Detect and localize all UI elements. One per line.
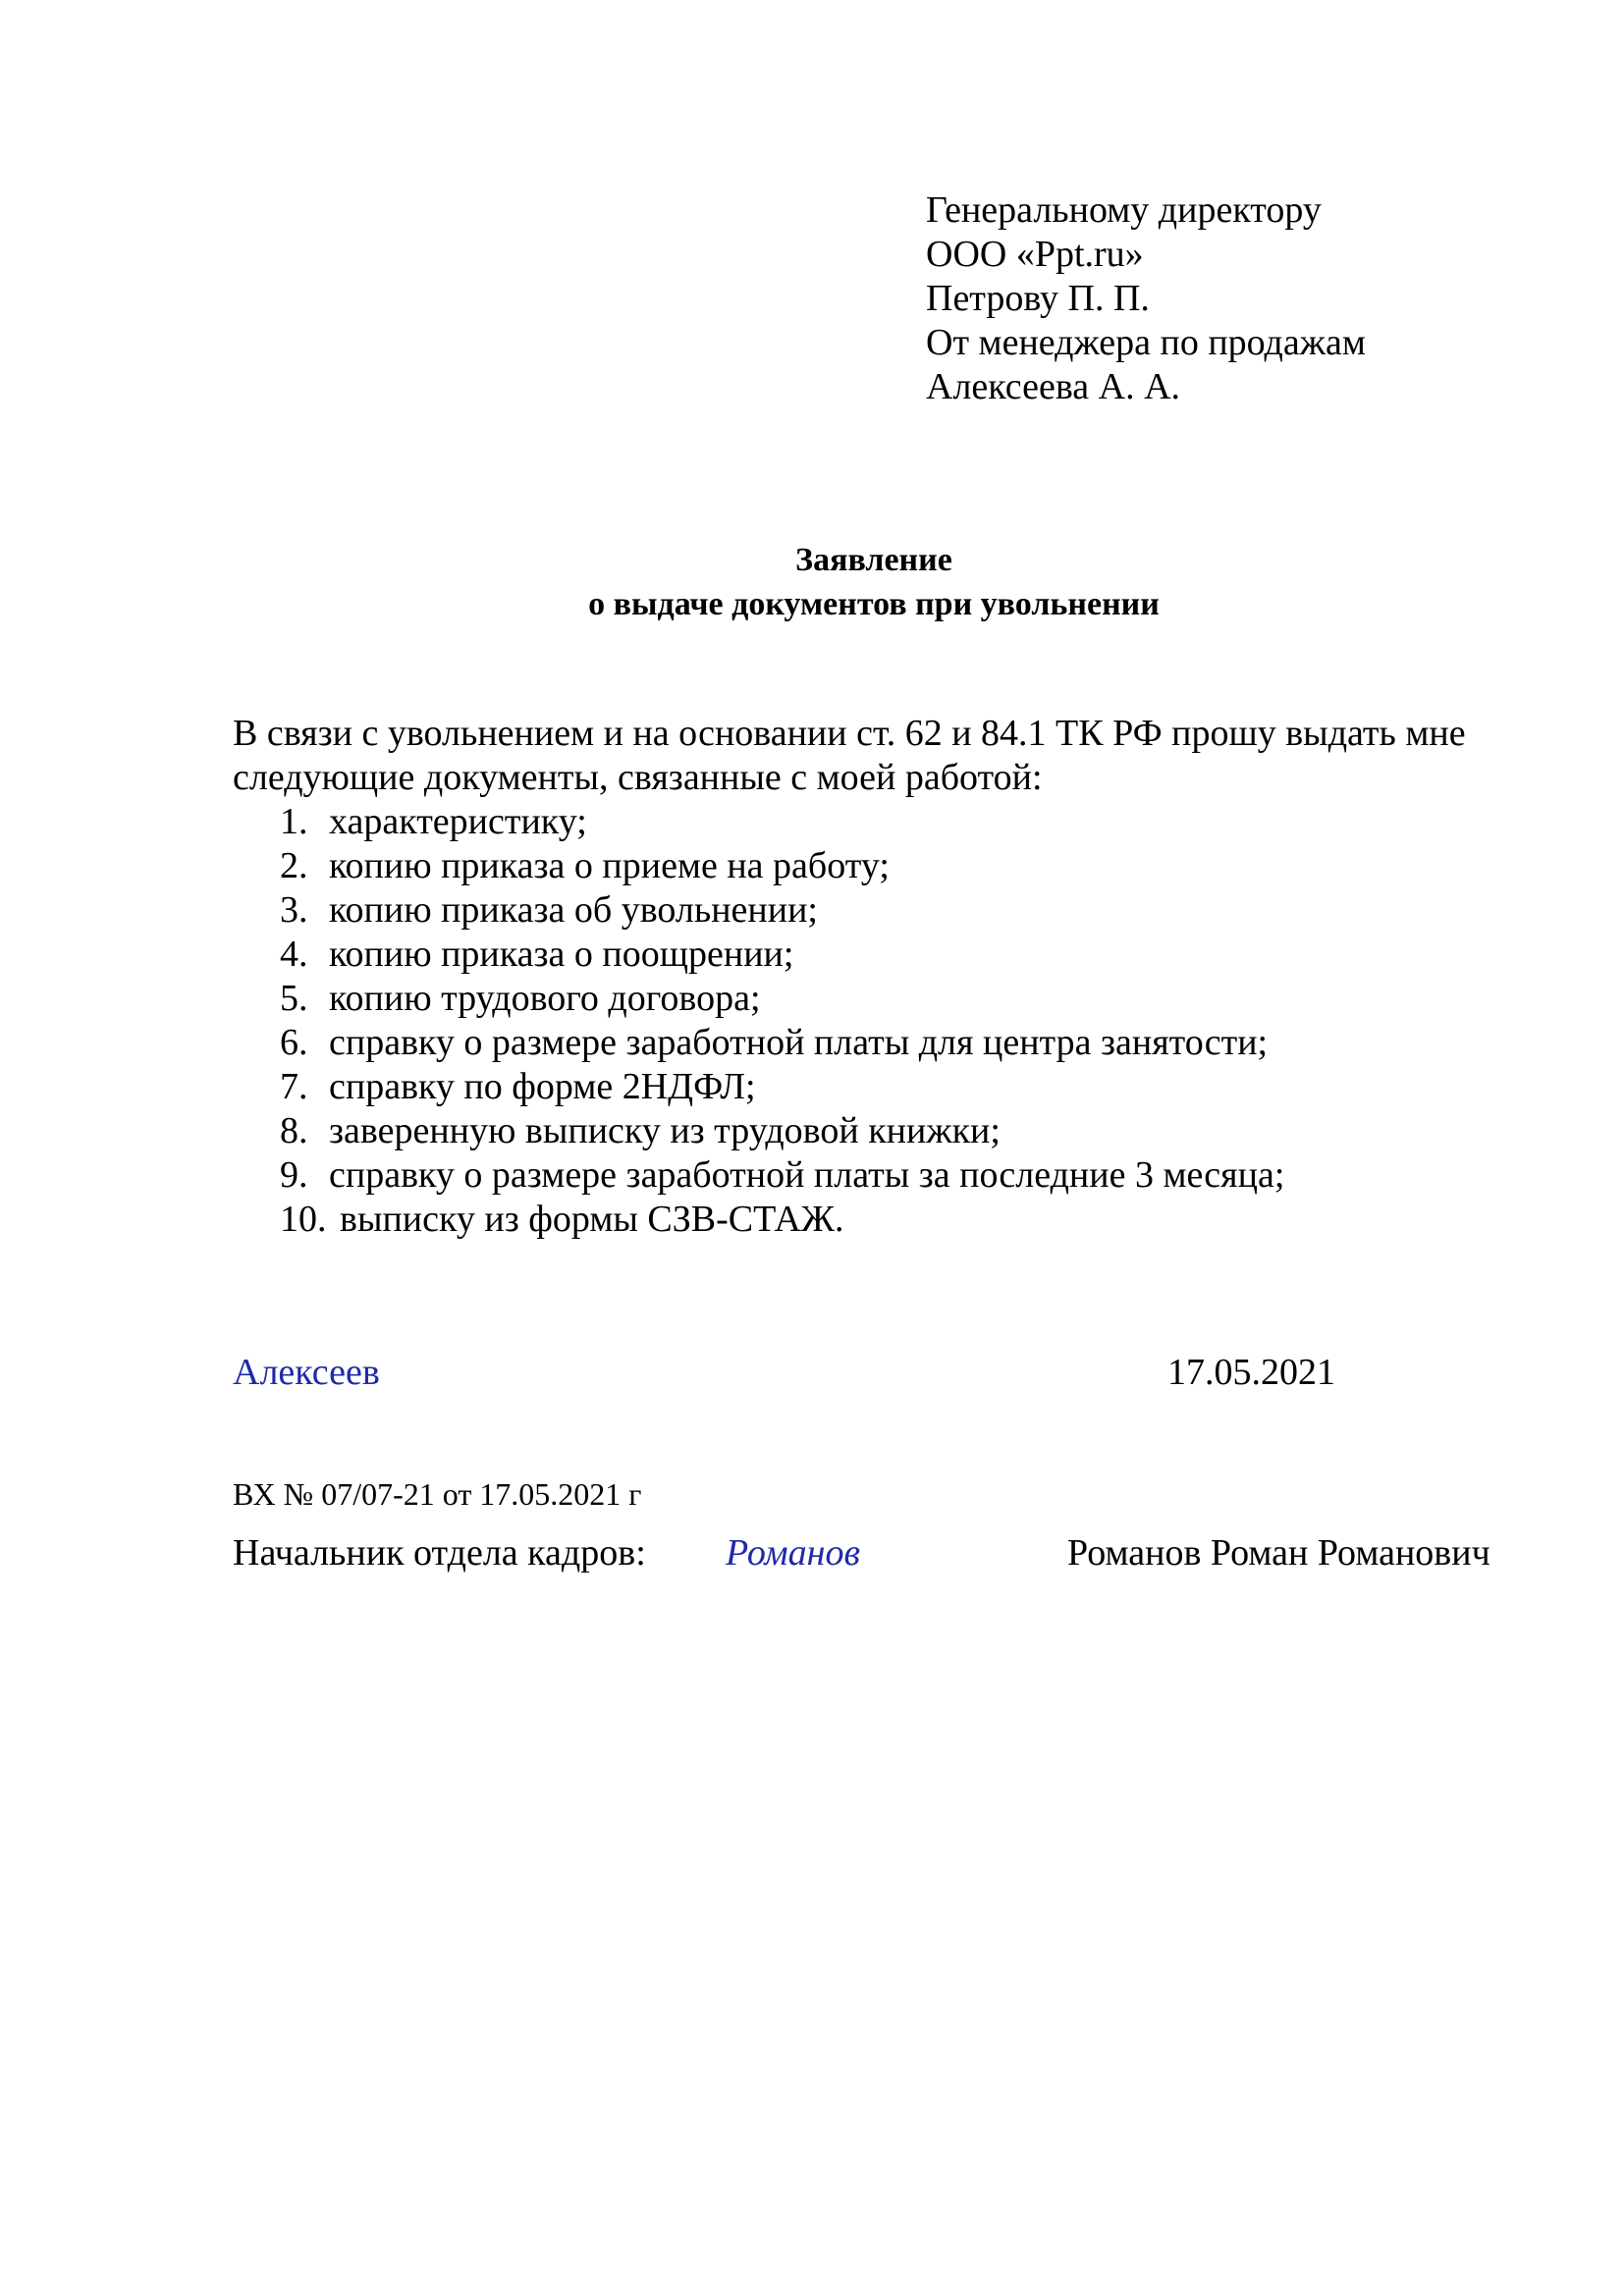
list-item-text: копию трудового договора;: [329, 978, 761, 1019]
list-item-number: 7.: [280, 1066, 308, 1107]
list-item: [280, 888, 1284, 933]
addressee-line: Алексеева А. А.: [926, 366, 1181, 407]
list-item-text: копию приказа об увольнении;: [329, 889, 818, 931]
list-item-number: 1.: [280, 801, 308, 842]
list-item-number: 8.: [280, 1110, 308, 1151]
hr-signature: Романов: [726, 1532, 860, 1574]
list-item-number: 10.: [280, 1199, 327, 1240]
document-title: [0, 538, 1624, 626]
list-item-number: 9.: [280, 1154, 308, 1196]
list-item-text: справку о размере заработной платы для центра занятости;: [329, 1022, 1269, 1063]
list-item-text: справку по форме 2НДФЛ;: [329, 1066, 756, 1107]
list-item: [280, 933, 1284, 977]
list-item: [280, 1198, 1284, 1242]
list-item-text: копию приказа о приеме на работу;: [329, 845, 890, 886]
hr-fullname: Романов Роман Романович: [1067, 1532, 1490, 1574]
applicant-signature: Алексеев: [233, 1352, 380, 1393]
addressee-line: От менеджера по продажам: [926, 322, 1366, 363]
list-item-text: выписку из формы СЗВ-СТАЖ.: [340, 1199, 844, 1240]
list-item: [280, 800, 1284, 844]
list-item: [280, 1065, 1284, 1109]
registration-number: ВХ № 07/07-21 от 17.05.2021 г: [233, 1476, 642, 1512]
list-item: [280, 844, 1284, 888]
list-item-text: копию приказа о поощрении;: [329, 934, 794, 975]
intro-line-1: В связи с увольнением и на основании ст. 62 и 84.1 ТК РФ прошу выдать мне: [233, 713, 1466, 754]
intro-line-2: следующие документы, связанные с моей работой:: [233, 757, 1043, 798]
addressee-line: Петрову П. П.: [926, 278, 1150, 319]
list-item: [280, 1153, 1284, 1198]
title-main: Заявление: [795, 542, 952, 578]
list-item: [280, 977, 1284, 1021]
list-item-text: характеристику;: [329, 801, 587, 842]
addressee-block: [926, 188, 1366, 409]
hr-label: Начальник отдела кадров:: [233, 1532, 646, 1574]
application-date: 17.05.2021: [1167, 1352, 1335, 1393]
addressee-line: ООО «Ppt.ru»: [926, 234, 1144, 275]
documents-list: [280, 800, 1284, 1242]
list-item-text: справку о размере заработной платы за последние 3 месяца;: [329, 1154, 1285, 1196]
request-body: [233, 712, 1529, 800]
list-item-number: 2.: [280, 845, 308, 886]
list-item-number: 6.: [280, 1022, 308, 1063]
list-item: [280, 1021, 1284, 1065]
addressee-line: Генеральному директору: [926, 189, 1322, 231]
list-item: [280, 1109, 1284, 1153]
list-item-number: 3.: [280, 889, 308, 931]
title-subtitle: о выдаче документов при увольнении: [588, 586, 1160, 622]
list-item-text: заверенную выписку из трудовой книжки;: [329, 1110, 1001, 1151]
list-item-number: 4.: [280, 934, 308, 975]
list-item-number: 5.: [280, 978, 308, 1019]
